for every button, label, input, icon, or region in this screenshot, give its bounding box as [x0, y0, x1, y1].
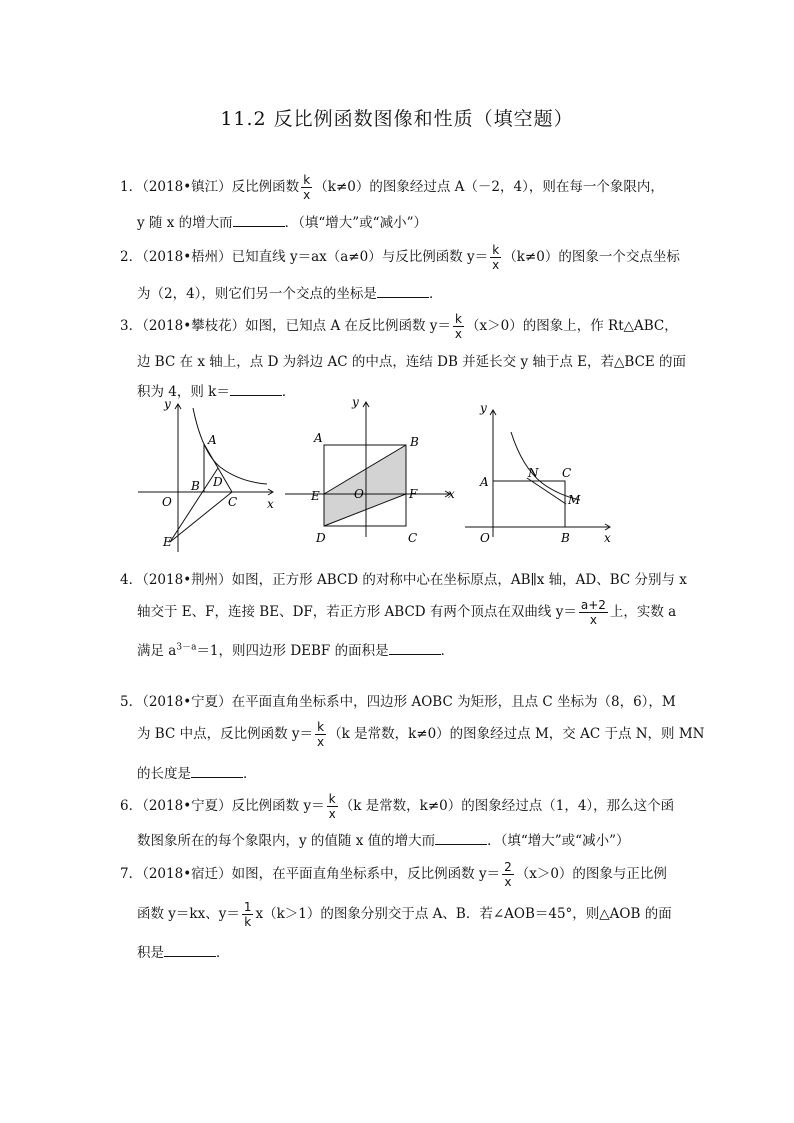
fig3-y: y	[480, 401, 487, 415]
q7-fraction-2: $\frac{1}{k}$	[243, 900, 252, 929]
fig2-y: y	[352, 395, 359, 409]
fig2-A: A	[314, 431, 323, 445]
q2-line2: 为（2，4），则它们另一个交点的坐标是 ．	[137, 282, 442, 302]
q6-line1: 6．（2018•宁夏）反比例函数 y＝ $\frac{k}{x}$ （k 是常数，k≠0）的图象经过点（1，4），那么这个函	[120, 792, 675, 821]
q4-fraction: $\frac{a+2}{x}$	[580, 598, 606, 627]
fig1-O: O	[162, 495, 172, 509]
figure-2	[285, 402, 450, 537]
fig2-C: C	[408, 531, 418, 545]
q1-line2: y 随 x 的增大而 ．（填“增大”或“减小”）	[137, 211, 427, 231]
fig1-y: y	[164, 397, 171, 411]
q2-fraction: $\frac{k}{x}$	[492, 243, 500, 272]
q7-line3: 积是 ．	[137, 941, 230, 961]
q4-line1: 4．（2018•荆州）如图，正方形 ABCD 的对称中心在坐标原点，AB∥x 轴，AD、BC 分别与 x	[120, 572, 687, 588]
fig2-D: D	[316, 531, 326, 545]
q1-fraction: $\frac{k}{x}$	[303, 173, 311, 202]
answer-blank[interactable]	[233, 212, 285, 227]
fig3-B: B	[561, 531, 570, 545]
q7-line1: 7．（2018•宿迁）如图，在平面直角坐标系中，反比例函数 y＝ $\frac{2}{x}$ （x＞0）的图象与正比例	[120, 860, 667, 889]
fig3-M: M	[568, 493, 581, 507]
answer-blank[interactable]	[389, 640, 441, 655]
q4-line3: 满足 $a^{3-a}=1$，则四边形 DEBF 的面积是 ．	[137, 639, 454, 659]
q5-line1: 5．（2018•宁夏）在平面直角坐标系中，四边形 AOBC 为矩形，且点 C 坐标为（8，6），M	[120, 694, 676, 710]
fig1-D: D	[213, 475, 223, 489]
fig3-C: C	[562, 466, 572, 480]
fig1-C: C	[228, 495, 238, 509]
q5-fraction: $\frac{k}{x}$	[317, 720, 325, 749]
q7-fraction: $\frac{2}{x}$	[504, 860, 512, 889]
fig2-E: E	[311, 489, 320, 503]
fig2-F: F	[409, 487, 418, 501]
fig3-N: N	[528, 466, 539, 480]
q1-line1: 1．（2018•镇江）反比例函数 $\frac{k}{x}$ （k≠0）的图象经过点 A（－2，4），则在每一个象限内，	[120, 173, 664, 202]
fig3-x: x	[604, 531, 611, 545]
answer-blank[interactable]	[435, 830, 487, 845]
figures	[130, 392, 630, 552]
page-title: 11.2 反比例函数图像和性质（填空题）	[220, 108, 574, 130]
fig1-B: B	[191, 479, 200, 493]
q3-line2: 边 BC 在 x 轴上，点 D 为斜边 AC 的中点，连结 DB 并延长交 y 轴于点 E，若△BCE 的面	[137, 354, 687, 370]
q6-fraction: $\frac{k}{x}$	[328, 792, 336, 821]
answer-blank[interactable]	[377, 283, 429, 298]
fig3-O: O	[480, 531, 490, 545]
fig2-x: x	[448, 487, 455, 501]
answer-blank[interactable]	[191, 763, 243, 778]
q7-line2: 函数 y＝kx、y＝ $\frac{1}{k}$ x（k＞1）的图象分别交于点 A、B．若∠AOB＝45°，则△AOB 的面	[137, 900, 672, 929]
q3-line1: 3．（2018•攀枝花）如图，已知点 A 在反比例函数 y＝ $\frac{k}{x}$ （x＞0）的图象上，作 Rt△ABC，	[120, 312, 678, 341]
q6-line2: 数图象所在的每个象限内，y 的值随 x 值的增大而 ．（填“增大”或“减小”）	[137, 829, 629, 849]
q4-line2: 轴交于 E、F，连接 BE、DF，若正方形 ABCD 有两个顶点在双曲线 y＝ $\frac{a+2}{x}$ 上，实数 a	[137, 598, 677, 627]
q3-fraction: $\frac{k}{x}$	[454, 312, 463, 341]
answer-blank[interactable]	[164, 942, 216, 957]
fig1-E: E	[163, 535, 172, 549]
fig3-A: A	[480, 475, 489, 489]
fig1-x: x	[267, 497, 274, 511]
q2-line1: 2．（2018•梧州）已知直线 y＝ax（a≠0）与反比例函数 y＝ $\frac{k}{x}$ （k≠0）的图象一个交点坐标	[120, 243, 680, 272]
q3-line3: 积为 4，则 k＝ ．	[137, 380, 295, 400]
q1-number: 1．	[120, 179, 143, 195]
fig2-B: B	[410, 435, 419, 449]
figure-1	[138, 404, 273, 552]
fig2-O: O	[354, 487, 364, 501]
q5-line2: 为 BC 中点，反比例函数 y＝ $\frac{k}{x}$ （k 是常数，k≠0）的图象经过点 M，交 AC 于点 N，则 MN	[137, 720, 705, 749]
q1-source: （2018•镇江）	[142, 179, 232, 195]
fig1-A: A	[208, 433, 217, 447]
q5-line3: 的长度是 ．	[137, 762, 257, 782]
